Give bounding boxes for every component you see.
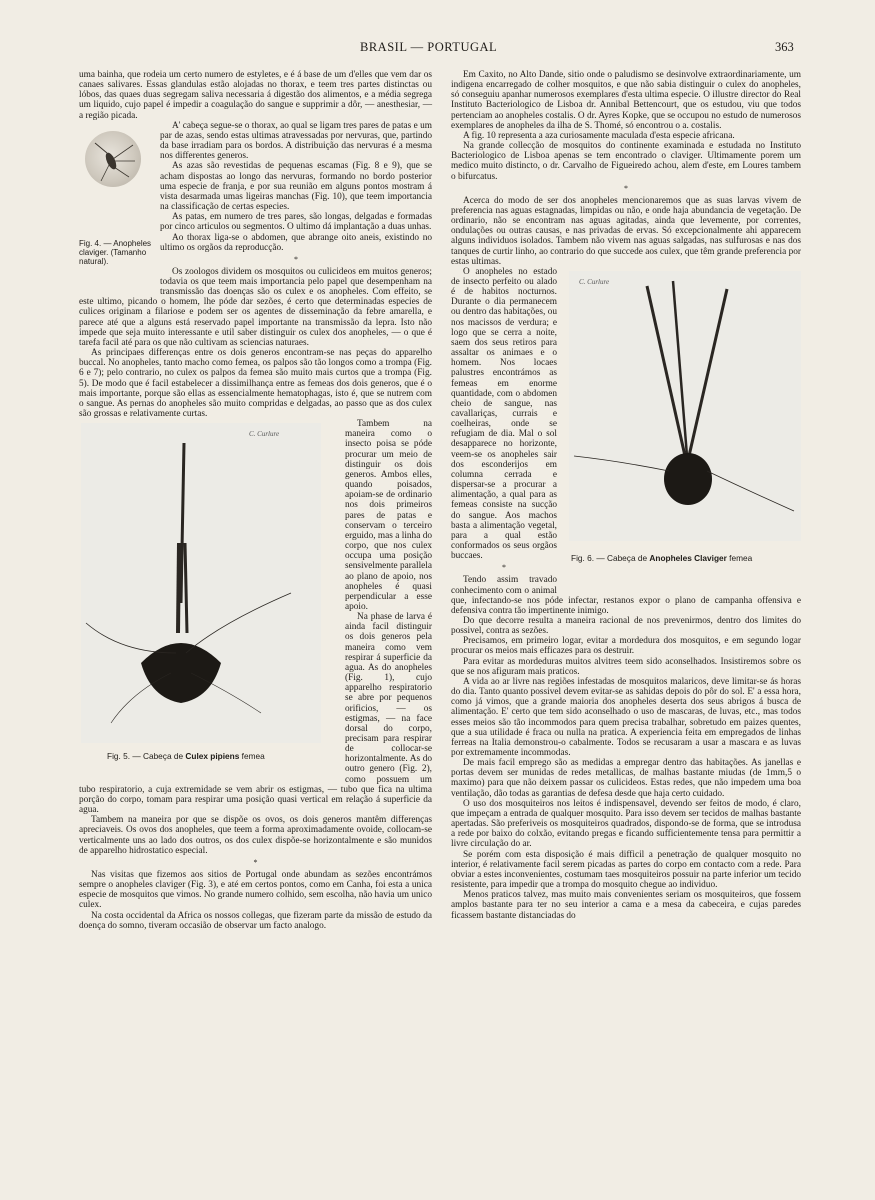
caption-species: Anopheles Claviger — [649, 552, 727, 563]
caption-prefix: Fig. 5. — Cabeça de — [107, 751, 186, 762]
mosquito-drawing — [85, 131, 141, 187]
figure-4-caption: Fig. 4. — Anopheles claviger. (Tamanho natural). — [79, 238, 152, 266]
paragraph-costa: Na costa occidental da Africa os nossos collegas, que fizeram parte da missão de estudo da doença do somno, tiveram occasião de observar um facto analogo. — [79, 910, 432, 931]
paragraph-tendo: Tendo assim travado conhecimento com o animal que, infectando-se nos póde infectar, restanos expor o plano de campanha offensiva e defensiva contra tão impertinente inimigo. — [451, 575, 801, 616]
culex-head-photo — [81, 423, 321, 743]
paragraph-fig10: A fig. 10 representa a aza curiosamente maculada d'esta especie africana. — [463, 130, 735, 141]
caption-suffix: femea — [726, 552, 753, 563]
figure-4 — [79, 121, 154, 291]
paragraph-colleccao: Na grande collecção de mosquitos do continente examinada e estudada no Instituto Bacteriologico de Lisboa apenas se tem encontrado o claviger. Ultimamente porem um medico muito distincto, o dr. Carvalho de Figueiredo achou, alem d'este, em Loures tambem o bifurcatus. — [451, 141, 801, 182]
page-number: 363 — [775, 40, 794, 54]
figure-5 — [79, 423, 337, 778]
paragraph-decorre: Do que decorre resulta a maneira racional de nos prevenirmos, dentro dos limites do possivel, contra as sezões. — [451, 615, 801, 637]
anopheles-head-photo — [569, 271, 801, 541]
caption-suffix: femea — [239, 751, 265, 762]
anopheles-head-drawing — [569, 271, 801, 541]
paragraph-caxito: Em Caxito, no Alto Dande, sitio onde o paludismo se desinvolve extraordinariamente, um indigena encarregado de colher mosquitos, e que não sabia distinguir o culex do anopheles, só conseguiu apanhar numerosos exemplares d'esta ultima especie. O illustre director do Real Instituto Bacteriologico de Lisboa dr. Annibal Bettencourt, que os estudou, viu que todos pertenciam ao anopheles costalis. O dr. Ayres Kopke, que se occupou no estudo de numerosos exemplares de anopheles da ilha de S. Thomé, só encontrou o a. costalis. — [451, 70, 801, 131]
section-separator: * — [294, 254, 298, 264]
paragraph-insecto: O anopheles no estado de insecto perfeito ou alado é de habitos nocturnos. Durante o dia permanecem ou dentro das habitações, ou nos macissos de verdura; e logo que se cerra a noite, saem dos seus retiros para assaltar os animaes e o homem. Nos locaes palustres encontrámos as femeas em enorme quantidade, com o abdomen cheio de sangue, nas cavallariças, currais e coelheiras, onde se refugiam de dia. Mal o sol desapparece no horizonte, veem-se os anopheles sair dos esconderijos em columna cerrada e dispersar-se a procurar a alimentação, a qual para as femeas consiste na sucção do sangue. Aos machos basta a alimentação vegetal, para a qual estão conformados os seus orgãos buccaes. — [451, 266, 557, 562]
section-separator: * — [253, 857, 258, 867]
paragraph-abdomen: Ao thorax liga-se o abdomen, que abrange oito aneis, existindo no ultimo os orgãos da reproducção. — [160, 232, 432, 253]
paragraph-porem: Se porém com esta disposição é mais difficil a penetração de qualquer mosquito no interior, é relativamente facil serem picadas as partes do corpo em contacto com a rede. Para obviar a estes inconvenientes, costumam taes mosquiteiros possuir na parte inferior um tecido resistente, para impedir que a trompa do mosquito chegue ao individuo. — [451, 849, 801, 891]
section-separator: * — [624, 183, 628, 193]
paragraph-precisamos: Precisamos, em primeiro logar, evitar a mordedura dos mosquitos, e em segundo logar procurar os meios mais efficazes para os destruir. — [451, 636, 801, 657]
paragraph-mosquiteiro: O uso dos mosquiteiros nos leitos é indispensavel, devendo ser feitos de modo, é claro, que impeçam a entrada de qualquer mosquito. Para isso devem ser tecidos de malhas bastante apertadas. São preferiveis os mosquiteiros quadrados, dispondo-se de forma, que se introdusa a rede por baixo do colxão, evitando pregas e ficando sufficientemente tensa para permittir a livre circulação do ar. — [451, 798, 801, 850]
right-column — [451, 70, 801, 921]
figure-5-caption — [107, 751, 265, 761]
paragraph-patas: As patas, em numero de tres pares, são longas, delgadas e formadas por cinco articulos ou segmentos. O ultimo dá implantação a duas unhas. — [160, 212, 432, 233]
paragraph-zoologos: Os zoologos dividem os mosquitos ou culicideos em muitos generos; todavia os que teem mais importancia pelo papel que desempenham na transmissão das doenças são os culex e os anopheles. Com effeito, se este ultimo, picando o homem, lhe póde dar sezões, é certo que determinadas especies de culices originam a filariose e podem ser os agentes de disseminação da febre amarella, e parece até que a alguns está reservado papel importante na transmissão da lepra. Isto não impede que seja muito interessante e util saber distinguir os culex dos anopheles, — o que é tarefa facil até para os que não cultivam as sciencias naturaes. — [79, 266, 432, 348]
paragraph-ovos: Tambem na maneira por que se dispõe os ovos, os dois generos mantêm differenças apreciaveis. Os ovos dos anopheles, que teem a forma aproximadamente ovoide, collocam-se verticalmente uns ao lado dos outros, os dos culex dispõe-se horizontalmente e são munidos de apparelho hidrostatico especial. — [79, 815, 432, 856]
figure-6 — [563, 271, 801, 586]
running-title: BRASIL — PORTUGAL — [360, 40, 498, 54]
figure-6-caption — [571, 553, 752, 563]
caption-species: Culex pipiens — [185, 751, 240, 762]
anopheles-mosquito-image — [85, 131, 141, 187]
paragraph-pouso: Tambem na maneira como o insecto poisa se póde procurar um meio de distinguir os dois generos. Ambos elles, quando poisados, apoiam-se de ordinario nos dois primeiros pares de patas e conservam o terceiro erguido, mas a linha do corpo, que nos culex occupa uma posição sensivelmente parallela ao plano de apoio, nos anopheles é quasi perpendicular a esse apoio. — [345, 419, 432, 612]
paragraph-menos: Menos praticos talvez, mas muito mais convenientes seriam os mosquiteiros, que fossem amplos bastante para ter no seu interior a cama e a mesa da cabeceira, e cujas paredes ficassem bastante distanciadas do — [451, 890, 801, 921]
figure-6-signature: C. Curlure — [579, 277, 610, 286]
paragraph-visitas: Nas visitas que fizemos aos sitios de Portugal onde abundam as sezões encontrámos sempre o anopheles claviger (Fig. 3), e até em certos pontos, como em Canha, foi esta a unica especie de mosquitos que vimos. No grande numero colhido, sem escolha, não havia um unico culex. — [79, 869, 432, 911]
paragraph-azas: As azas são revestidas de pequenas escamas (Fig. 8 e 9), que se acham dispostas ao longo das nervuras, formando no bordo posterior uma especie de franja, e por sua reunião em alguns pontos mostram á vista desarmada umas ligeiras manchas (Fig. 10), que teem importancia na classificação de certas especies. — [160, 161, 432, 213]
paragraph-vida: A vida ao ar livre nas regiões infestadas de mosquitos malaricos, deve limitar-se ás horas do dia. Tanto quanto possivel devem evitar-se as sahidas depois do pôr do sol. E' a essa hora, como já vimos, que a grande maioria dos anopheles deserta dos seus abrigos á busca de alimentação. E' certo que tem sido aconselhado o uso de mascaras, de luvas, etc., mas todos esses meios são tão incommodos para quem precisa trabalhar, sobretudo em paizes quentes, que a sua utilidade é fraca ou nulla na pratica. A experiencia feita em empregados de linhas ferreas na Italia demonstrou-o cabalmente. Todos se recusaram a usar a mascara e as luvas por extremamente incommodas. — [451, 676, 801, 758]
paragraph-cabeca: A' cabeça segue-se o thorax, ao qual se ligam tres pares de patas e um par de azas, sendo estas ultimas atravessadas por nervuras, que, partindo da base irradiam para os bordos. A distribuição das nervuras é a mesma nos differentes generos. — [160, 120, 432, 162]
paragraph-larva: Na phase de larva é ainda facil distinguir os dois generos pela maneira como vem respirar á superficie da agua. As do anopheles (Fig. 1), cujo apparelho respiratorio se abre por pequenos orificios, — os estigmas, — na face dorsal do corpo, precisam para respirar de collocar-se horizontalmente. As do outro genero (Fig. 2), como possuem um tubo respiratorio, a cuja extremidade se vem abrir os estigmas, — tubo que fica na ultima porção do corpo, tomam para respirar uma posição quasi vertical em relação á superficie da agua. — [79, 612, 432, 816]
paragraph-differencas: As principaes differenças entre os dois generos encontram-se nas peças do apparelho buccal. No anopheles, tanto macho como femea, os palpos são tão longos como a trompa (Fig. 6 e 7); pelo contrario, no culex os palpos da femea são muito mais curtos que a trompa (Fig. 5). De modo que é facil estabelecer a dissimilhança entre as femeas dos dois generos, que é o mais importante, porque são ellas as essencialmente hematophagas, isto é, que se nutrem com o sangue. As pernas do anopheles são muito compridas e delgadas, ao passo que as dos culex são grossas e relativamente curtas. — [79, 348, 432, 419]
paragraph-evitar: Para evitar as mordeduras muitos alvitres teem sido aconselhados. Insistiremos sobre os que se nos afiguram mais praticos. — [451, 656, 801, 677]
paragraph-facil: De mais facil emprego são as medidas a empregar dentro das habitações. As janellas e portas devem ser munidas de redes metallicas, de malhas bastante miudas (de 1mm,5 o maximo) para que não deixem passar os culicideos. Estas redes, que não impedem uma boa ventilação, dão todas as garantias de defesa desde que haja certo cuidado. — [451, 758, 801, 799]
figure-5-signature: C. Curlure — [249, 430, 280, 439]
left-column — [79, 70, 432, 931]
culex-head-drawing — [81, 423, 321, 743]
page-header — [0, 40, 875, 56]
paragraph-acerca: Acerca do modo de ser dos anopheles mencionaremos que as suas larvas vivem de preferencia nas aguas estagnadas, limpidas ou não, e onde haja abundancia de vegetação. De ordinario, não se encontram nas aguas agitadas, ainda que levemente, por correntes, ondulações ou outras causas, e nas privadas de ervas. Só excepcionalmente ahi apparecem alguns individuos isolados. Tambem não vivem nas aguas salgadas, nas sulfurosas e nas dos tanques de curtir linho, ao contrario do que succede aos culex, que têm grande preferencia por estas ultimas. — [451, 195, 801, 267]
section-separator: * — [502, 563, 506, 573]
caption-prefix: Fig. 6. — Cabeça de — [571, 552, 650, 563]
paragraph-saliva: uma bainha, que rodeia um certo numero de estyletes, e é á base de um d'elles que vem dar os canaes salivares. Essas glandulas estão alojadas no thorax, e teem tres partes distinctas ou lóbos, das quaes duas segregam saliva necessaria á digestão dos alimentos, e a média segrega um liquido, cujo papel é impedir a coagulação do sangue e supprimir a dôr, — anesthesiar, — a região picada. — [79, 70, 432, 121]
